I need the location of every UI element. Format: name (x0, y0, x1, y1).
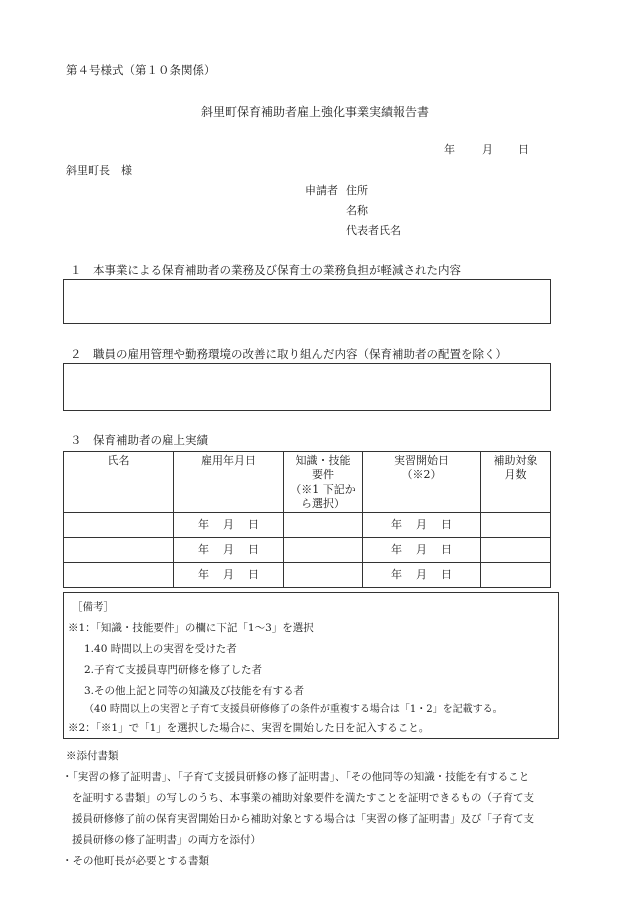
months-cell[interactable] (481, 513, 551, 538)
table-row (64, 513, 551, 538)
header-start-date (363, 452, 481, 513)
month-unit: 月 (223, 542, 234, 556)
attachment-line: ・その他町長が必要とする書類 (62, 855, 209, 867)
table-header-row (64, 452, 551, 513)
applicant-rep-label: 代表者氏名 (346, 224, 401, 237)
date-month-unit: 月 (482, 143, 493, 156)
header-skill-req-line: 要件 (312, 468, 334, 482)
note-line: ※1：「知識・技能要件」の欄に下記「1～3」を選択 (68, 622, 314, 634)
attachment-line: ・「実習の修了証明書」、「子育て支援員研修の修了証明書」、「その他同等の知識・技能を有すること (62, 771, 530, 783)
table-row (64, 538, 551, 563)
month-unit: 月 (223, 517, 234, 531)
hire-date-cell[interactable] (174, 513, 284, 538)
section2-input-box[interactable] (63, 363, 551, 411)
applicant-name-label: 名称 (346, 204, 368, 217)
notes-header: ［備考］ (72, 601, 114, 613)
start-date-cell[interactable] (363, 513, 481, 538)
employment-record-table (63, 451, 551, 588)
skill-req-cell[interactable] (284, 538, 363, 563)
header-hire-date: 雇用年月日 (174, 452, 284, 513)
note-line: 1.40 時間以上の実習を受けた者 (84, 643, 237, 655)
table-row (64, 563, 551, 588)
skill-req-cell[interactable] (284, 513, 363, 538)
month-unit: 月 (416, 567, 427, 581)
year-unit: 年 (198, 542, 209, 556)
form-number: 第４号様式（第１０条関係） (66, 63, 216, 77)
months-cell[interactable] (481, 538, 551, 563)
note-line: ※2：「※1」で「1」を選択した場合に、実習を開始した日を記入すること。 (68, 722, 430, 734)
name-cell[interactable] (64, 563, 174, 588)
date-day-unit: 日 (518, 143, 529, 156)
month-unit: 月 (416, 517, 427, 531)
year-unit: 年 (391, 517, 402, 531)
attachment-line: を証明する書類」の写しのうち、本事業の補助対象要件を満たすことを証明できるもの（子育て支 (72, 792, 534, 804)
header-months-line: 月数 (504, 468, 527, 482)
date-year-unit: 年 (444, 143, 455, 156)
year-unit: 年 (391, 542, 402, 556)
applicant-address-label: 住所 (346, 184, 368, 197)
header-name: 氏名 (64, 452, 174, 513)
year-unit: 年 (391, 567, 402, 581)
month-unit: 月 (416, 542, 427, 556)
day-unit: 日 (248, 542, 259, 556)
year-unit: 年 (198, 517, 209, 531)
notes-box (63, 592, 559, 739)
attachment-line: 援員研修修了前の保育実習開始日から補助対象とする場合は「実習の修了証明書」及び「子育て支 (72, 813, 534, 825)
header-skill-req (284, 452, 363, 513)
header-skill-req-line: ら選択） (301, 496, 345, 510)
name-cell[interactable] (64, 538, 174, 563)
note-line: 3.その他上記と同等の知識及び技能を有する者 (84, 685, 305, 697)
note-line: 2.子育て支援員専門研修を修了した者 (84, 664, 263, 676)
header-skill-req-line: 知識・技能 (295, 454, 351, 467)
skill-req-cell[interactable] (284, 563, 363, 588)
section1-input-box[interactable] (63, 279, 551, 324)
header-start-date-line: （※2） (401, 468, 442, 482)
addressee: 斜里町長 様 (66, 164, 132, 177)
month-unit: 月 (223, 567, 234, 581)
document-title: 斜里町保育補助者雇上強化事業実績報告書 (200, 105, 429, 119)
section2-title: ２ 職員の雇用管理や勤務環境の改善に取り組んだ内容（保育補助者の配置を除く） (70, 347, 507, 361)
header-months-line: 補助対象 (493, 454, 538, 467)
day-unit: 日 (441, 517, 452, 531)
start-date-cell[interactable] (363, 563, 481, 588)
header-months (481, 452, 551, 513)
header-skill-req-line: （※1 下記か (290, 482, 356, 496)
day-unit: 日 (441, 542, 452, 556)
day-unit: 日 (248, 517, 259, 531)
name-cell[interactable] (64, 513, 174, 538)
day-unit: 日 (441, 567, 452, 581)
year-unit: 年 (198, 567, 209, 581)
start-date-cell[interactable] (363, 538, 481, 563)
hire-date-cell[interactable] (174, 563, 284, 588)
day-unit: 日 (248, 567, 259, 581)
header-start-date-line: 実習開始日 (394, 454, 449, 467)
applicant-role-label: 申請者 (305, 184, 338, 197)
attachments-header: ※添付書類 (66, 750, 119, 762)
attachment-line: 援員研修の修了証明書」の両方を添付） (72, 834, 261, 846)
note-line: （40 時間以上の実習と子育て支援員研修修了の条件が重複する場合は「1・2」を記載する。 (84, 704, 503, 715)
section1-title: １ 本事業による保育補助者の業務及び保育士の業務負担が軽減された内容 (70, 263, 461, 277)
hire-date-cell[interactable] (174, 538, 284, 563)
months-cell[interactable] (481, 563, 551, 588)
section3-title: ３ 保育補助者の雇上実績 (70, 433, 208, 447)
